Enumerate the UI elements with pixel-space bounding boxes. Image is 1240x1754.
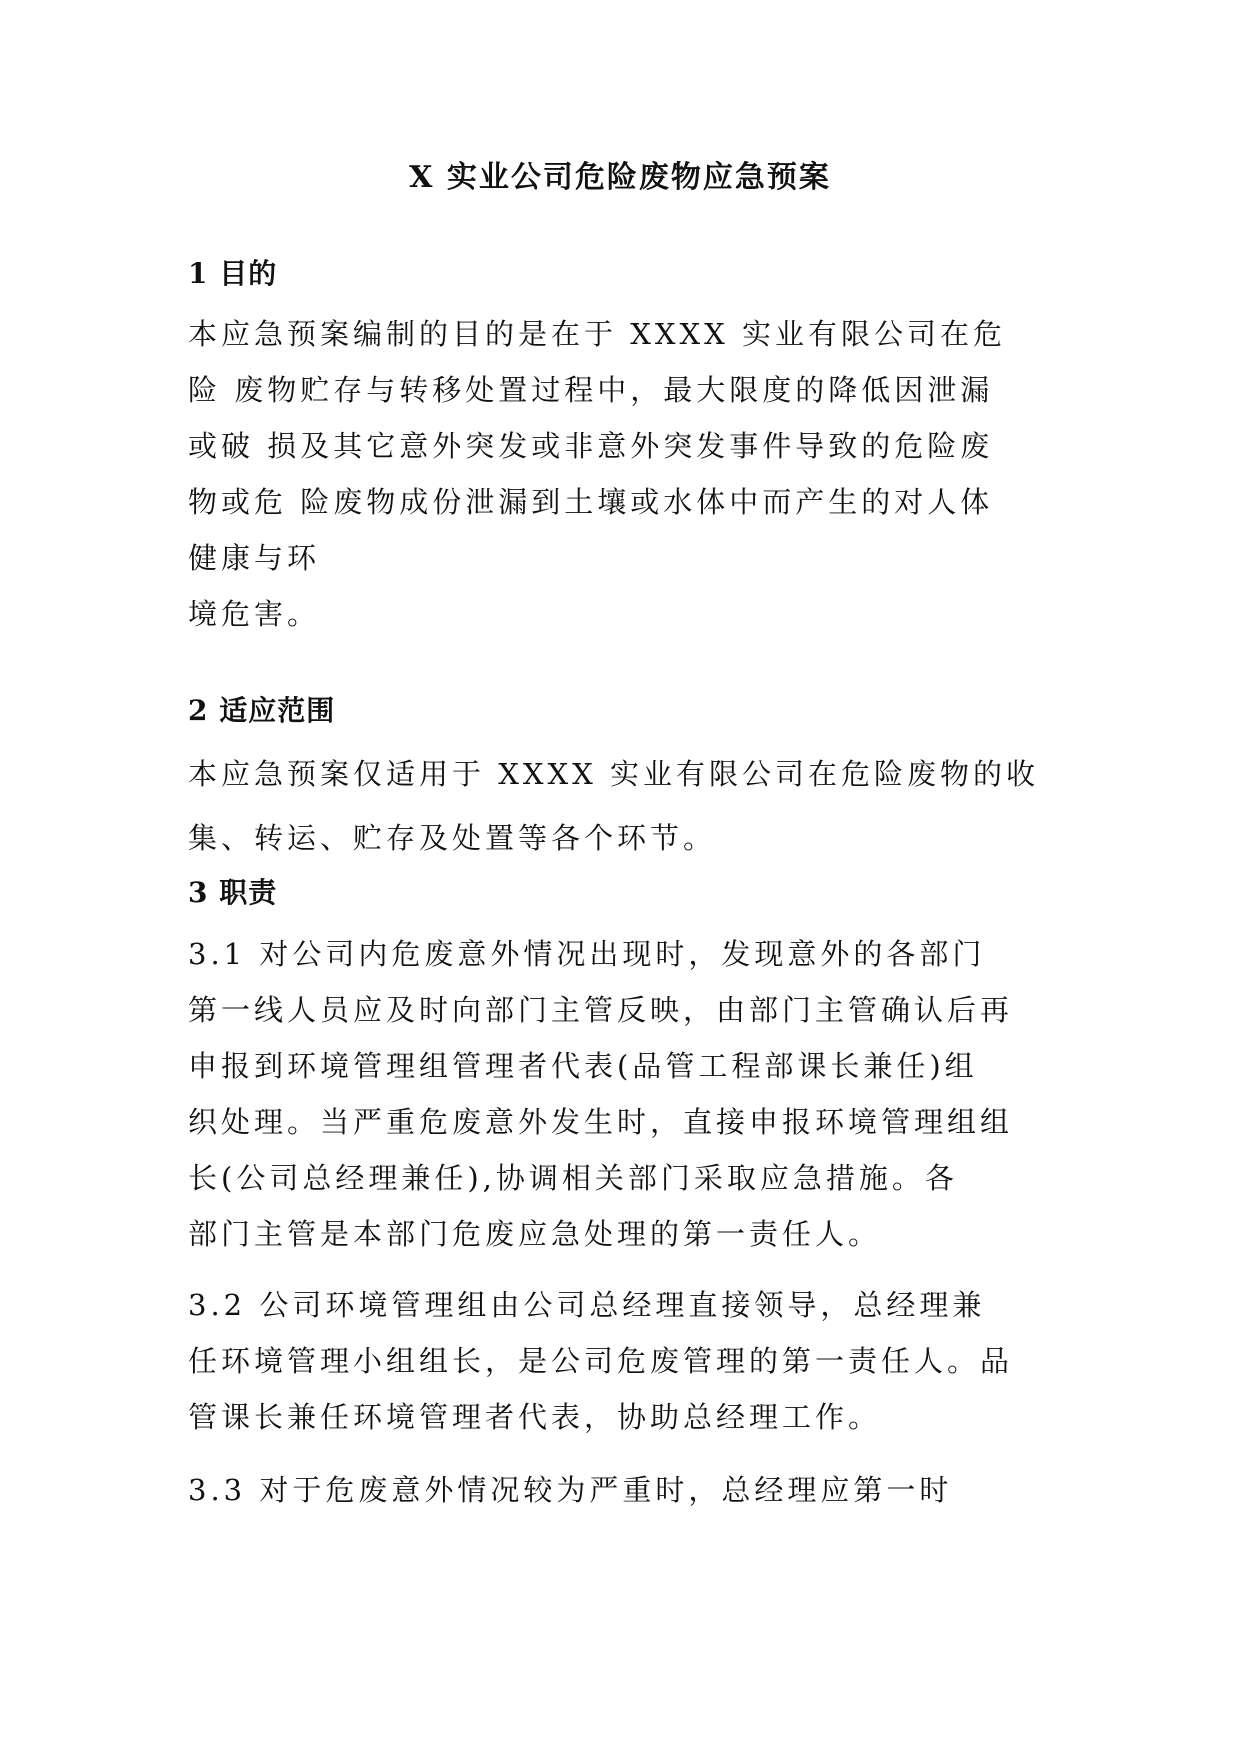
paragraph-line: 境危害。 xyxy=(188,597,321,631)
paragraph-line: 3.3 对于危废意外情况较为严重时，总经理应第一时 xyxy=(188,1473,953,1507)
section-heading-responsibilities: 3 职责 xyxy=(188,876,278,909)
section-paragraph-3-1 xyxy=(188,926,1058,1262)
paragraph-line: 任环境管理小组组长，是公司危废管理的第一责任人。品 xyxy=(188,1344,1014,1378)
paragraph-line: 织处理。当严重危废意外发生时，直接申报环境管理组组 xyxy=(188,1105,1014,1139)
document-title: X 实业公司危险废物应急预案 xyxy=(409,160,831,195)
paragraph-line: 集、转运、贮存及处置等各个环节。 xyxy=(188,821,717,855)
paragraph-line: 物或危 险废物成份泄漏到土壤或水体中而产生的对人体 xyxy=(188,485,994,519)
paragraph-line: 申报到环境管理组管理者代表(品管工程部课长兼任)组 xyxy=(188,1049,978,1083)
section-heading-scope: 2 适应范围 xyxy=(188,694,336,727)
section-paragraph-scope xyxy=(188,742,1058,870)
paragraph-line: 长(公司总经理兼任),协调相关部门采取应急措施。各 xyxy=(188,1161,958,1195)
section-heading-purpose: 1 目的 xyxy=(188,257,278,290)
paragraph-line: 3.1 对公司内危废意外情况出现时，发现意外的各部门 xyxy=(188,937,986,971)
paragraph-line: 部门主管是本部门危废应急处理的第一责任人。 xyxy=(188,1217,882,1251)
paragraph-line: 本应急预案仅适用于 XXXX 实业有限公司在危险废物的收 xyxy=(188,757,1040,791)
section-paragraph-3-3 xyxy=(188,1462,1058,1518)
paragraph-line: 或破 损及其它意外突发或非意外突发事件导致的危险废 xyxy=(188,429,994,463)
section-paragraph-3-2 xyxy=(188,1277,1058,1445)
paragraph-line: 管课长兼任环境管理者代表，协助总经理工作。 xyxy=(188,1400,882,1434)
paragraph-line: 第一线人员应及时向部门主管反映，由部门主管确认后再 xyxy=(188,993,1014,1027)
paragraph-line: 险 废物贮存与转移处置过程中，最大限度的降低因泄漏 xyxy=(188,373,994,407)
paragraph-line: 本应急预案编制的目的是在于 XXXX 实业有限公司在危 xyxy=(188,317,1007,351)
paragraph-line: 健康与环 xyxy=(188,541,321,575)
section-paragraph-purpose xyxy=(188,306,1058,642)
paragraph-line: 3.2 公司环境管理组由公司总经理直接领导，总经理兼 xyxy=(188,1288,986,1322)
